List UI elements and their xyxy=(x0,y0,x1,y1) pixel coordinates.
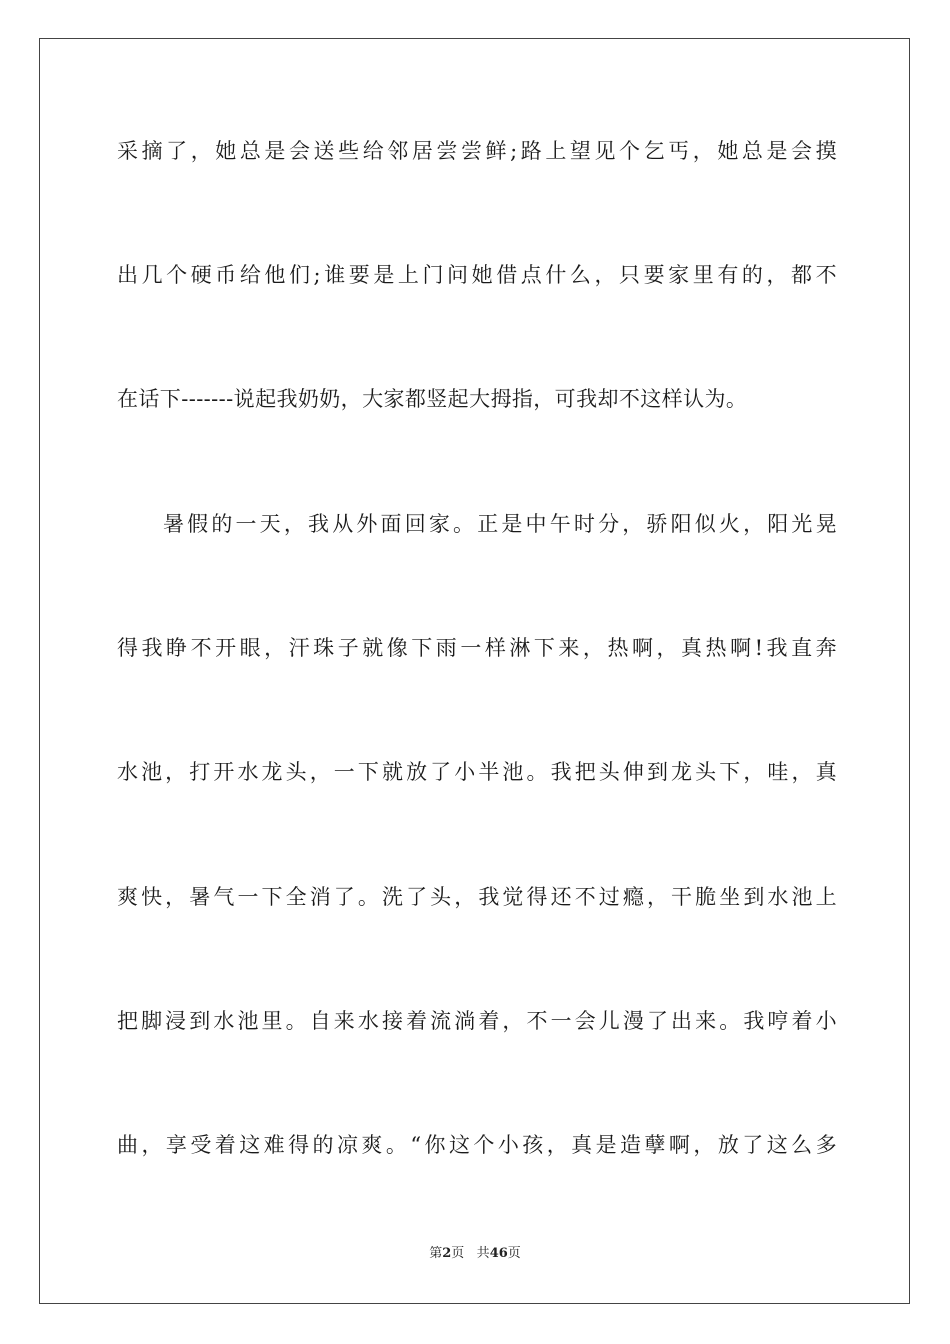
page-suffix: 页 xyxy=(451,1246,465,1261)
page-footer xyxy=(0,1245,950,1263)
text-line: 得我睁不开眼，汗珠子就像下雨一样淋下来，热啊，真热啊!我直奔 xyxy=(117,636,837,660)
text-line: 爽快，暑气一下全消了。洗了头，我觉得还不过瘾，干脆坐到水池上 xyxy=(117,885,837,909)
text-line: 出几个硬币给他们;谁要是上门问她借点什么，只要家里有的，都不 xyxy=(117,263,837,287)
text-line: 在话下-------说起我奶奶，大家都竖起大拇指，可我却不这样认为。 xyxy=(117,387,748,411)
paragraph-first-line: 暑假的一天，我从外面回家。正是中午时分，骄阳似火，阳光晃 xyxy=(163,512,837,536)
page-border xyxy=(39,38,910,1304)
text-line: 把脚浸到水池里。自来水接着流淌着，不一会儿漫了出来。我哼着小 xyxy=(117,1009,837,1033)
page-prefix: 第 xyxy=(429,1246,443,1261)
text-line: 采摘了，她总是会送些给邻居尝尝鲜;路上望见个乞丐，她总是会摸 xyxy=(117,139,837,163)
total-suffix: 页 xyxy=(507,1246,521,1261)
total-prefix: 共 xyxy=(476,1246,490,1261)
page-number: 2 xyxy=(442,1246,452,1261)
text-line: 曲，享受着这难得的凉爽。“你这个小孩，真是造孽啊，放了这么多 xyxy=(117,1133,837,1157)
text-line: 水池，打开水龙头，一下就放了小半池。我把头伸到龙头下，哇，真 xyxy=(117,760,837,784)
total-pages: 46 xyxy=(489,1246,508,1261)
